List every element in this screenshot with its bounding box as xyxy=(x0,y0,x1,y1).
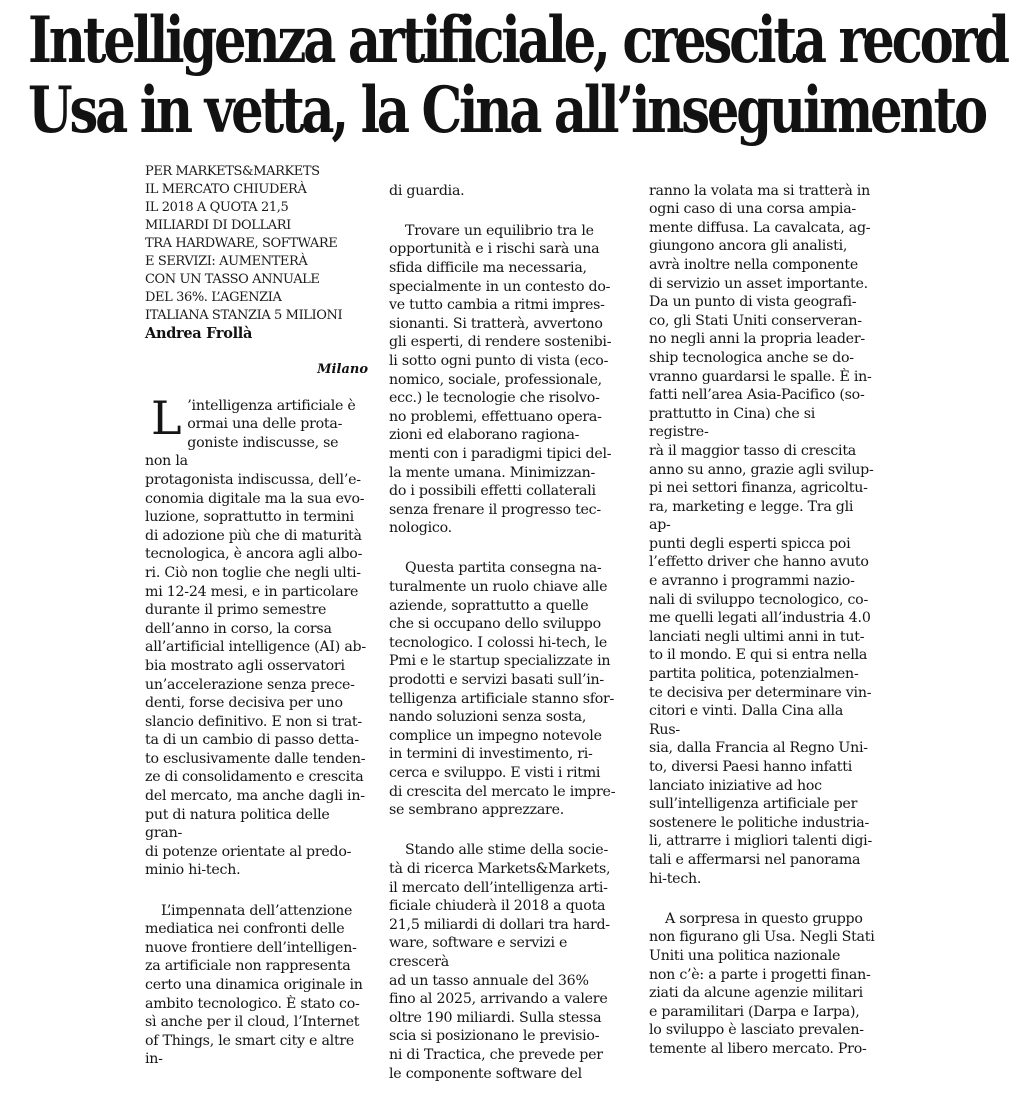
paragraph: Trovare un equilibrio tra le opportunità e i rischi sarà una sfida difficile ma necessaria, specialmente in un contesto do- ve tutto cambia a ritmi impres- sionanti. Si tratterà, avvertono gli esperti, di rendere sostenibi- li sotto ogni punto di vista (eco- nomico, sociale, professionale, ecc.) le tecnologie che risolvo- no problemi, effettuano opera- zioni ed elaborano ragiona- menti con i paradigmi tipici del- la mente umana. Minimizzan- do i possibili effetti collaterali senza frenare il progresso tec- nologico. xyxy=(389,222,612,537)
dateline: Milano xyxy=(317,362,368,377)
summary-deck: PER MARKETS&MARKETS IL MERCATO CHIUDERÀ IL 2018 A QUOTA 21,5 MILIARDI DI DOLLARI TRA HARDWARE, SOFTWARE E SERVIZI: AUMENTERÀ CON UN TASSO ANNUALE DEL 36%. L’AGENZIA ITALIANA STANZIA 5 MILIONI xyxy=(145,164,343,323)
drop-cap: L xyxy=(151,390,182,445)
paragraph-text: ’intelligenza artificiale è ormai una delle prota- goniste indiscusse, se non la protagonista indiscussa, dell’e- conomia digitale ma la sua evo- luzione, soprattutto in termini di adozione più che di maturità tecnologica, è ancora agli albo- ri. Ciò non toglie che negli ulti- mi 12-24 mesi, e in particolare durante il primo semestre dell’anno in corso, la corsa all’artificial intelligence (AI) ab- bia mostrato agli osservatori un’accelerazione senza prece- denti, forse decisiva per uno slancio definitivo. E non si trat- ta di un cambio di passo detta- to esclusivamente dalle tenden- ze di consolidamento e crescita del mercato, ma anche dagli in- put di natura politica delle gran- di potenze orientate al predo- minio hi-tech. xyxy=(145,397,366,879)
headline-line-2: Usa in vetta, la Cina all’inseguimento xyxy=(28,73,985,148)
paragraph: L’impennata dell’attenzione mediatica nei confronti delle nuove frontiere dell’intelligen- za artificiale non rappresenta certo una dinamica originale in ambito tecnologico. È stato co- sì anche per il cloud, l’Internet of Things, le smart city e altre in- xyxy=(145,902,363,1068)
column-3 xyxy=(649,163,877,1080)
paragraph xyxy=(145,390,368,880)
author-byline: Andrea Frollà xyxy=(145,325,253,342)
headline-line-1: Intelligenza artificiale, crescita record xyxy=(28,3,1007,78)
paragraph: ranno la volata ma si tratterà in ogni caso di una corsa ampia- mente diffusa. La cavalcata, ag- giungono ancora gli analisti, avrà inoltre nella componente di servizio un asset importante. Da un punto di vista geografi- co, gli Stati Uniti conserveran- no negli anni la propria leader- ship tecnologica anche se do- vranno guardarsi le spalle. È in- fatti nell’area Asia-Pacifico (so- prattutto in Cina) che si registre- rà il maggior tasso di crescita anno su anno, grazie agli svilup- pi nei settori finanza, agricoltu- ra, marketing e legge. Tra gli ap- punti degli esperti spicca poi l’effetto driver che hanno avuto e avranno i programmi nazio- nali di sviluppo tecnologico, co- me quelli legati all’industria 4.0 lanciati negli ultimi anni in tut- to il mondo. E qui si entra nella partita politica, potenzialmen- te decisiva per determinare vin- citori e vinti. Dalla Cina alla Rus- sia, dalla Francia al Regno Uni- to, diversi Paesi hanno infatti lanciato iniziative ad hoc sull’intelligenza artificiale per sostenere le politiche industria- li, attrarre i migliori talenti digi- tali e affermarsi nel panorama hi-tech. xyxy=(649,182,874,887)
paragraph: Stando alle stime della socie- tà di ricerca Markets&Markets, il mercato dell’intelligenza arti- ficiale chiuderà il 2018 a quota 21,5 miliardi di dollari tra hard- ware, software e servizi e crescerà ad un tasso annuale del 36% fino al 2025, arrivando a valere oltre 190 miliardi. Sulla stessa scia si posizionano le previsio- ni di Tractica, che prevede per le componente software del xyxy=(389,842,611,1082)
article-headline xyxy=(28,3,1008,148)
paragraph: di guardia. xyxy=(389,182,465,199)
paragraph: A sorpresa in questo gruppo non figurano gli Usa. Negli Stati Uniti una politica nazionale non c’è: a parte i progetti finan- ziati da alcune agenzie militari e paramilitari (Darpa e Iarpa), lo sviluppo è lasciato prevalen- temente al libero mercato. Pro- xyxy=(649,910,875,1057)
paragraph: Questa partita consegna na- turalmente un ruolo chiave alle aziende, soprattutto a quelle che si occupano dello sviluppo tecnologico. I colossi hi-tech, le Pmi e le startup specializzate in prodotti e servizi basati sull’in- telligenza artificiale stanno sfor- nando soluzioni senza sosta, complice un impegno notevole in termini di investimento, ri- cerca e sviluppo. E visti i ritmi di crescita del mercato le impre- se sembrano apprezzare. xyxy=(389,560,616,819)
column-1 xyxy=(145,163,368,1091)
column-2 xyxy=(389,163,622,1105)
column-1-body xyxy=(145,378,368,1091)
